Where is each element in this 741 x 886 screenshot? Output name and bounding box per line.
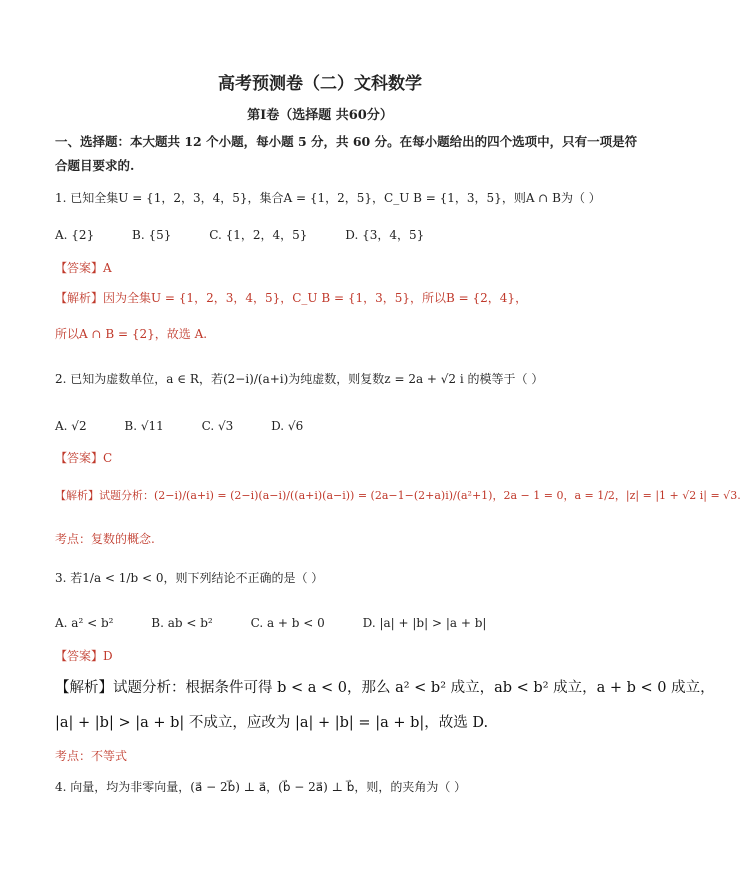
q3-option-c: C. a + b < 0 — [250, 616, 325, 630]
instructions-line-2: 合题目要求的. — [55, 158, 135, 173]
q2-answer: 【答案】C — [55, 451, 113, 465]
q3-analysis-line-1: 【解析】试题分析：根据条件可得 b < a < 0，那么 a² < b² 成立，ab < b² 成立，a + b < 0 成立， — [55, 680, 715, 696]
q1-option-b: B. {5} — [132, 228, 172, 242]
q3-stem: 3. 若1/a < 1/b < 0，则下列结论不正确的是（ ） — [55, 571, 324, 585]
q1-options — [55, 227, 458, 243]
q1-answer: 【答案】A — [55, 261, 112, 275]
q3-answer: 【答案】D — [55, 649, 113, 663]
q2-option-c: C. √3 — [201, 419, 234, 433]
section-subtitle: 第Ⅰ卷（选择题 共60分） — [247, 108, 393, 123]
q3-option-d: D. |a| + |b| > |a + b| — [362, 616, 487, 630]
q2-option-b: B. √11 — [124, 419, 164, 433]
q3-option-a: A. a² < b² — [55, 616, 114, 630]
q3-point: 考点：不等式 — [55, 749, 128, 763]
q2-option-d: D. √6 — [271, 419, 304, 433]
page-title: 高考预测卷（二）文科数学 — [218, 74, 422, 94]
q3-options — [55, 615, 520, 631]
q1-analysis-line-1: 【解析】因为全集U = {1，2，3，4，5}，C_U B = {1，3，5}，所以B = {2，4}， — [55, 291, 528, 305]
q2-point: 考点：复数的概念. — [55, 532, 155, 546]
q3-analysis-line-2: |a| + |b| > |a + b| 不成立，应改为 |a| + |b| = |a + b|，故选 D. — [55, 715, 489, 731]
q3-option-b: B. ab < b² — [151, 616, 213, 630]
q1-analysis-line-2: 所以A ∩ B = {2}，故选 A. — [55, 327, 208, 341]
q2-stem: 2. 已知为虚数单位，a ∈ R，若(2−i)/(a+i)为纯虚数，则复数z = 2a + √2 i 的模等于（ ） — [55, 372, 544, 386]
q2-analysis: 【解析】试题分析：(2−i)/(a+i) = (2−i)(a−i)/((a+i)(a−i)) = (2a−1−(2+a)i)/(a²+1)，2a − 1 = 0，a = 1/2，|z| = |1 + √2 i| = √3. — [55, 489, 741, 502]
q2-options — [55, 418, 337, 434]
q1-option-d: D. {3，4，5} — [345, 228, 425, 242]
instructions-line-1: 一、选择题：本大题共 12 个小题，每小题 5 分，共 60 分。在每小题给出的四个选项中，只有一项是符 — [55, 134, 638, 149]
q1-option-a: A. {2} — [55, 228, 95, 242]
q1-option-c: C. {1，2，4，5} — [209, 228, 308, 242]
q1-stem: 1. 已知全集U = {1，2，3，4，5}，集合A = {1，2，5}，C_U B = {1，3，5}，则A ∩ B为（ ） — [55, 191, 601, 205]
q4-stem: 4. 向量，均为非零向量，(a⃗ − 2b⃗) ⊥ a⃗，(b⃗ − 2a⃗) ⊥ b⃗，则，的夹角为（ ） — [55, 780, 467, 794]
q2-option-a: A. √2 — [55, 419, 87, 433]
